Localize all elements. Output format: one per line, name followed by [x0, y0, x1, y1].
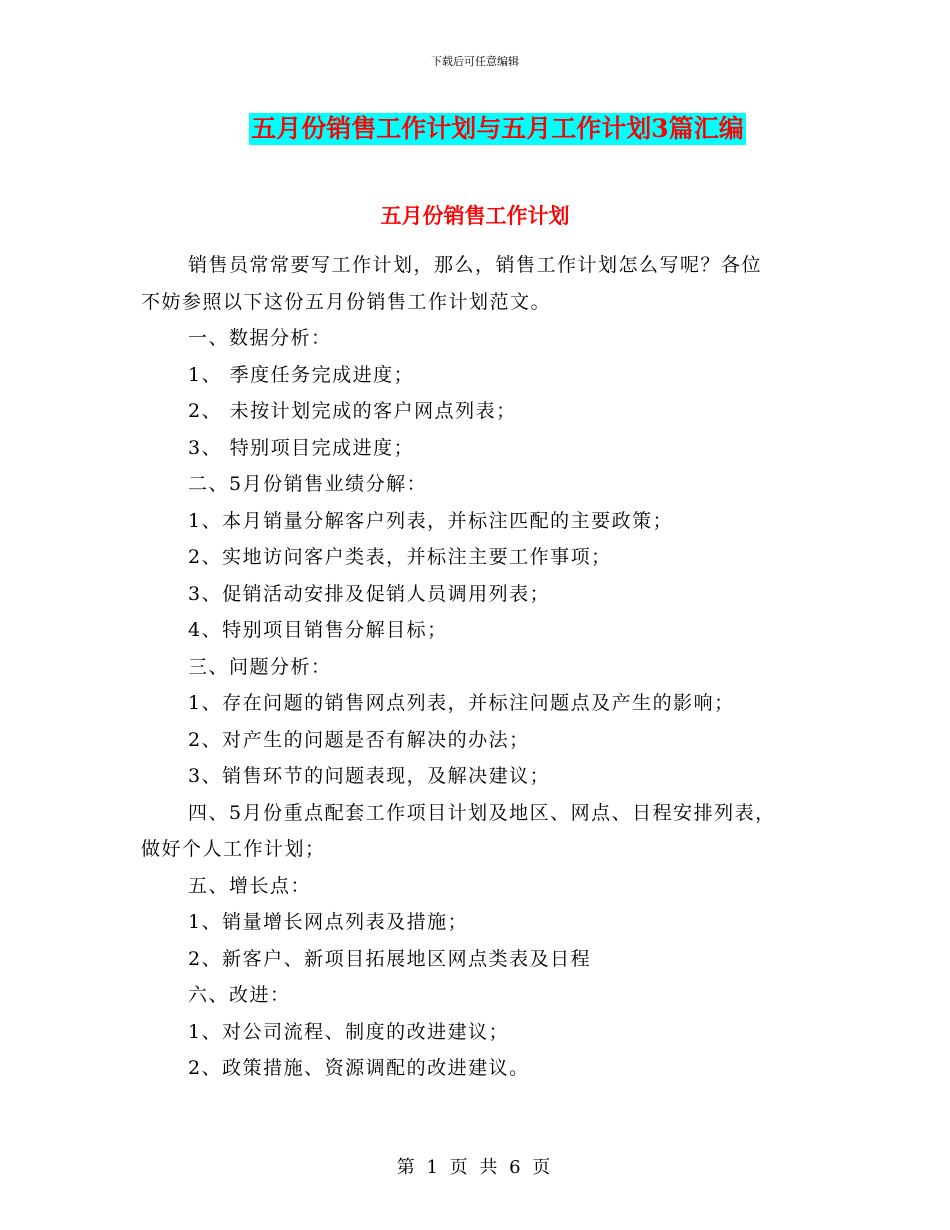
list-item: 1、存在问题的销售网点列表，并标注问题点及产生的影响；	[188, 692, 735, 714]
paragraph-line: 不妨参照以下这份五月份销售工作计划范文。	[141, 290, 552, 313]
list-item: 3、 特别项目完成进度；	[188, 436, 415, 459]
list-item: 1、对公司流程、制度的改进建议；	[188, 1020, 510, 1043]
list-item: 3、销售环节的问题表现，及解决建议；	[188, 765, 551, 787]
paragraph-line: 销售员常常要写工作计划，那么，销售工作计划怎么写呢？各位	[188, 254, 763, 276]
heading-key-projects: 四、5月份重点配套工作项目计划及地区、网点、日程安排列表，	[188, 801, 776, 824]
list-item: 1、销量增长网点列表及措施；	[188, 911, 469, 933]
document-body	[141, 247, 811, 1087]
list-item: 2、新客户、新项目拓展地区网点类表及日程	[188, 947, 592, 970]
heading-sales-breakdown: 二、5月份销售业绩分解：	[188, 473, 428, 495]
header-note: 下载后可任意编辑	[431, 55, 519, 68]
main-title: 五月份销售工作计划与五月工作计划3篇汇编	[251, 114, 744, 143]
main-title-container	[0, 113, 950, 145]
heading-improvements: 六、改进：	[188, 984, 291, 1006]
list-item: 2、政策措施、资源调配的改进建议。	[188, 1057, 530, 1079]
list-item: 4、特别项目销售分解目标；	[188, 619, 448, 641]
list-item: 1、 季度任务完成进度；	[188, 363, 415, 386]
paragraph-line: 做好个人工作计划；	[141, 838, 326, 860]
list-item: 1、本月销量分解客户列表，并标注匹配的主要政策；	[188, 509, 674, 532]
section-title: 五月份销售工作计划	[380, 203, 570, 228]
heading-data-analysis: 一、数据分析：	[188, 327, 332, 349]
heading-problem-analysis: 三、问题分析：	[188, 655, 332, 678]
list-item: 3、促销活动安排及促销人员调用列表；	[188, 582, 551, 605]
heading-growth-points: 五、增长点：	[188, 874, 312, 897]
list-item: 2、 未按计划完成的客户网点列表；	[188, 400, 517, 422]
page-number: 第 1 页 共 6 页	[396, 1157, 554, 1178]
list-item: 2、实地访问客户类表，并标注主要工作事项；	[188, 546, 612, 568]
list-item: 2、对产生的问题是否有解决的办法；	[188, 728, 530, 751]
